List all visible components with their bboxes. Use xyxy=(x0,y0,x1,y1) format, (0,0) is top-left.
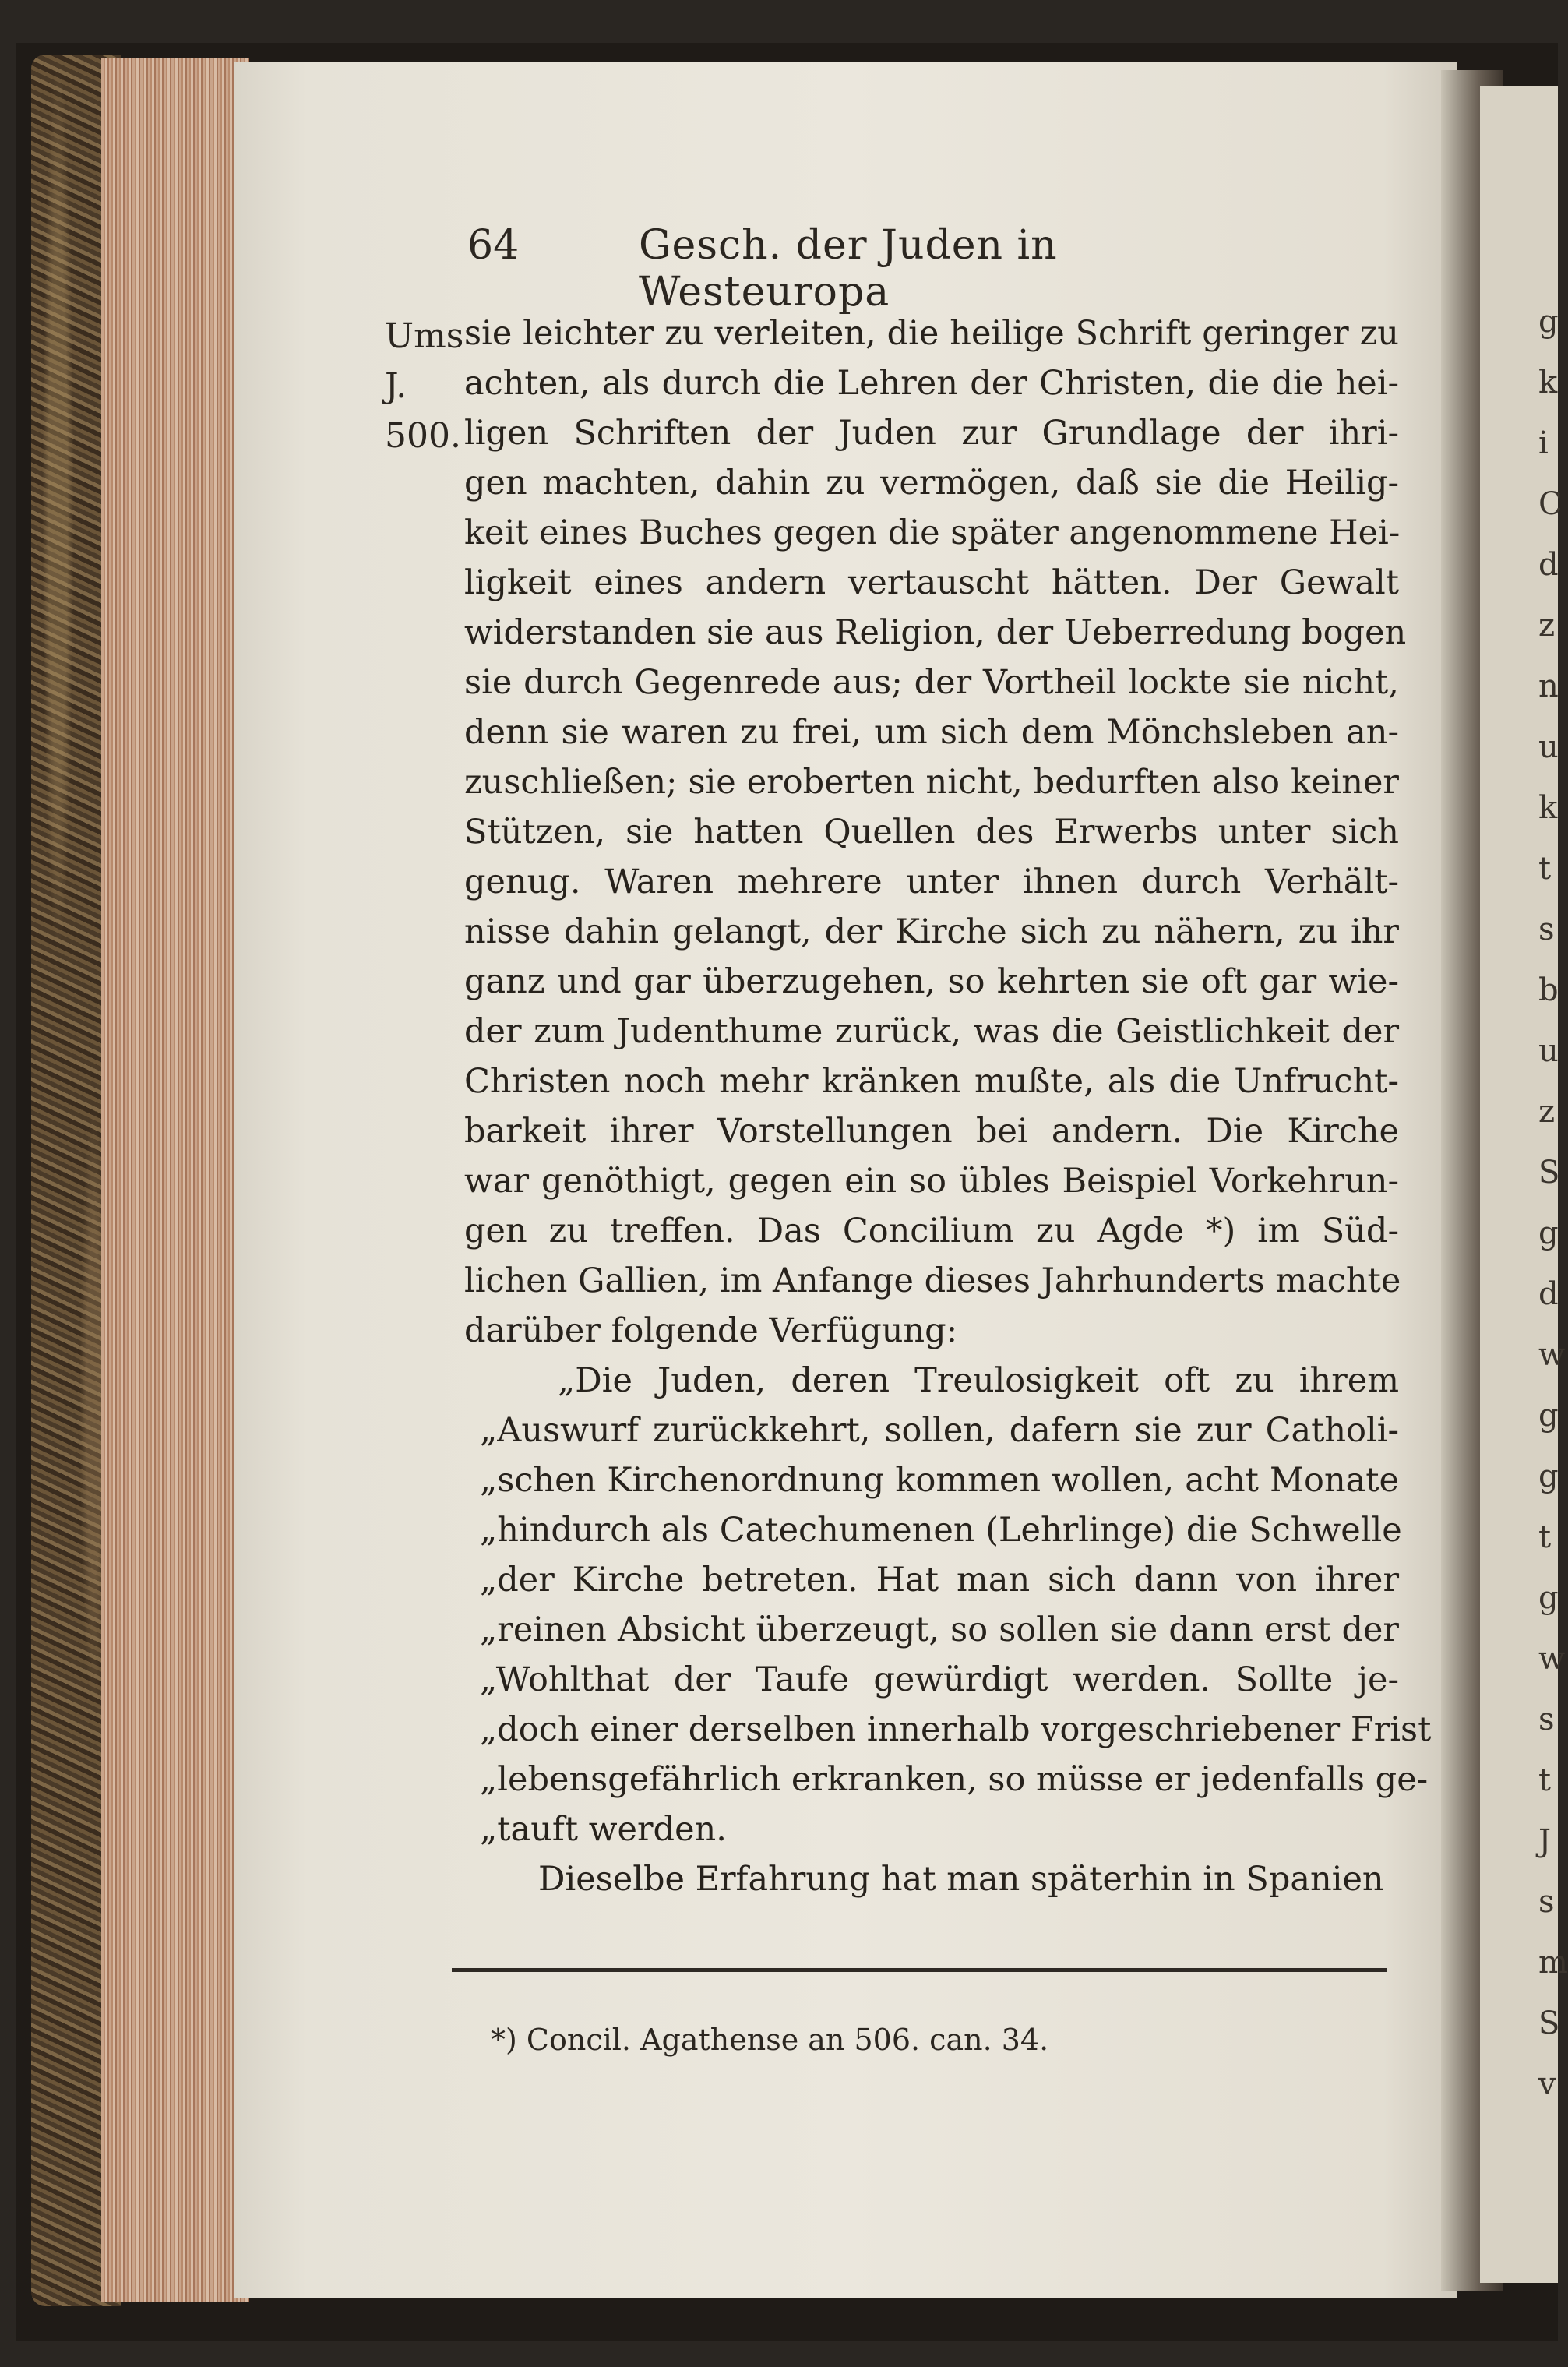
quote-line: „schen Kirchenordnung kommen wollen, acht Monate xyxy=(480,1461,1399,1500)
facing-page-fragment: z xyxy=(1538,608,1556,644)
facing-page-fragment: g xyxy=(1538,1459,1559,1494)
facing-page-fragment: J xyxy=(1538,1823,1552,1859)
text-line: barkeit ihrer Vorstellungen bei andern. Die Kirche xyxy=(464,1112,1399,1151)
text-line: Stützen, sie hatten Quellen des Erwerbs unter sich xyxy=(464,813,1399,852)
closing-line: Dieselbe Erfahrung hat man späterhin in Spanien xyxy=(538,1860,1384,1899)
footnote-rule xyxy=(452,1968,1387,1972)
quote-line: „reinen Absicht überzeugt, so sollen sie dann erst der xyxy=(480,1610,1399,1649)
facing-page-fragment: d xyxy=(1538,547,1559,583)
text-line: lichen Gallien, im Anfange dieses Jahrhunderts machte xyxy=(464,1261,1401,1300)
footnote: *) Concil. Agathense an 506. can. 34. xyxy=(491,2023,1049,2057)
facing-page-fragment: z xyxy=(1538,1094,1556,1130)
text-line: ligkeit eines andern vertauscht hätten. Der Gewalt xyxy=(464,563,1399,602)
quote-line: „hindurch als Catechumenen (Lehrlinge) die Schwelle xyxy=(480,1511,1402,1550)
text-line: gen machten, dahin zu vermögen, daß sie die Heilig- xyxy=(464,464,1399,503)
page-number: 64 xyxy=(467,222,520,269)
facing-page-fragment: u xyxy=(1538,1033,1559,1069)
running-title: Gesch. der Juden in Westeuropa xyxy=(639,222,1058,316)
margin-note xyxy=(385,312,463,461)
text-line: gen zu treffen. Das Concilium zu Agde *) im Süd- xyxy=(464,1212,1399,1251)
facing-page-edge xyxy=(1480,86,1568,2283)
facing-page-fragment: t xyxy=(1538,1762,1552,1798)
text-line: nisse dahin gelangt, der Kirche sich zu nähern, zu ihr xyxy=(464,912,1399,951)
quote-line: „Die Juden, deren Treulosigkeit oft zu ihrem xyxy=(558,1361,1399,1400)
facing-page-fragment: u xyxy=(1538,729,1559,765)
facing-page-fragment: w xyxy=(1538,1641,1566,1677)
facing-page-fragment: w xyxy=(1538,1337,1566,1373)
body-text xyxy=(464,309,1432,1904)
facing-page-fragment: n xyxy=(1538,668,1559,704)
page-header xyxy=(467,222,1246,316)
margin-note-line: J. xyxy=(385,366,407,406)
facing-page-fragment: m xyxy=(1538,1945,1568,1981)
quote-line: „Wohlthat der Taufe gewürdigt werden. Sollte je- xyxy=(480,1660,1399,1699)
facing-page-fragment: g xyxy=(1538,304,1559,340)
facing-page-fragment: C xyxy=(1538,486,1563,522)
text-line: darüber folgende Verfügung: xyxy=(464,1311,958,1350)
text-line: der zum Judenthume zurück, was die Geistlichkeit der xyxy=(464,1012,1399,1051)
quote-line: „tauft werden. xyxy=(480,1810,727,1849)
facing-page-fragment: g xyxy=(1538,1580,1559,1616)
facing-page-fragment: S xyxy=(1538,2005,1560,2041)
facing-page-fragment: t xyxy=(1538,1519,1552,1555)
facing-page-fragment: s xyxy=(1538,912,1555,947)
text-line: denn sie waren zu frei, um sich dem Mönchsleben an- xyxy=(464,713,1399,752)
facing-page-fragment: b xyxy=(1538,972,1559,1008)
facing-page-fragment: s xyxy=(1538,1702,1555,1737)
text-line: widerstanden sie aus Religion, der Ueberredung bogen xyxy=(464,613,1407,652)
facing-page-fragment: g xyxy=(1538,1398,1559,1434)
text-line: genug. Waren mehrere unter ihnen durch Verhält- xyxy=(464,862,1399,901)
facing-page-fragment: s xyxy=(1538,1884,1555,1920)
quote-line: „der Kirche betreten. Hat man sich dann von ihrer xyxy=(480,1561,1399,1600)
text-line: Christen noch mehr kränken mußte, als die Unfrucht- xyxy=(464,1062,1399,1101)
quote-line: „doch einer derselben innerhalb vorgeschriebener Frist xyxy=(480,1710,1432,1749)
text-line: achten, als durch die Lehren der Christen, die die hei- xyxy=(464,364,1399,403)
facing-page-fragment: i xyxy=(1538,425,1549,461)
facing-page-fragment: k xyxy=(1538,790,1558,826)
facing-page-fragment: v xyxy=(1538,2066,1556,2102)
text-line: sie durch Gegenrede aus; der Vortheil lockte sie nicht, xyxy=(464,663,1399,702)
quote-line: „lebensgefährlich erkranken, so müsse er jedenfalls ge- xyxy=(480,1760,1429,1799)
text-line: keit eines Buches gegen die später angenommene Hei- xyxy=(464,513,1401,552)
text-line: ganz und gar überzugehen, so kehrten sie oft gar wie- xyxy=(464,962,1399,1001)
facing-page-fragment: k xyxy=(1538,365,1558,400)
facing-page-fragment: d xyxy=(1538,1276,1559,1312)
facing-page-fragment: g xyxy=(1538,1215,1559,1251)
facing-page-fragment: S xyxy=(1538,1155,1560,1191)
page-stack xyxy=(101,58,249,2302)
text-line: sie leichter zu verleiten, die heilige Schrift geringer zu xyxy=(464,314,1399,353)
margin-note-line: Ums xyxy=(385,316,464,356)
text-line: ligen Schriften der Juden zur Grundlage der ihri- xyxy=(464,414,1399,453)
text-line: war genöthigt, gegen ein so übles Beispiel Vorkehrun- xyxy=(464,1162,1399,1201)
facing-page-fragment: t xyxy=(1538,851,1552,887)
margin-note-line: 500. xyxy=(385,416,461,456)
text-line: zuschließen; sie eroberten nicht, bedurften also keiner xyxy=(464,763,1399,802)
quote-line: „Auswurf zurückkehrt, sollen, dafern sie zur Catholi- xyxy=(480,1411,1399,1450)
